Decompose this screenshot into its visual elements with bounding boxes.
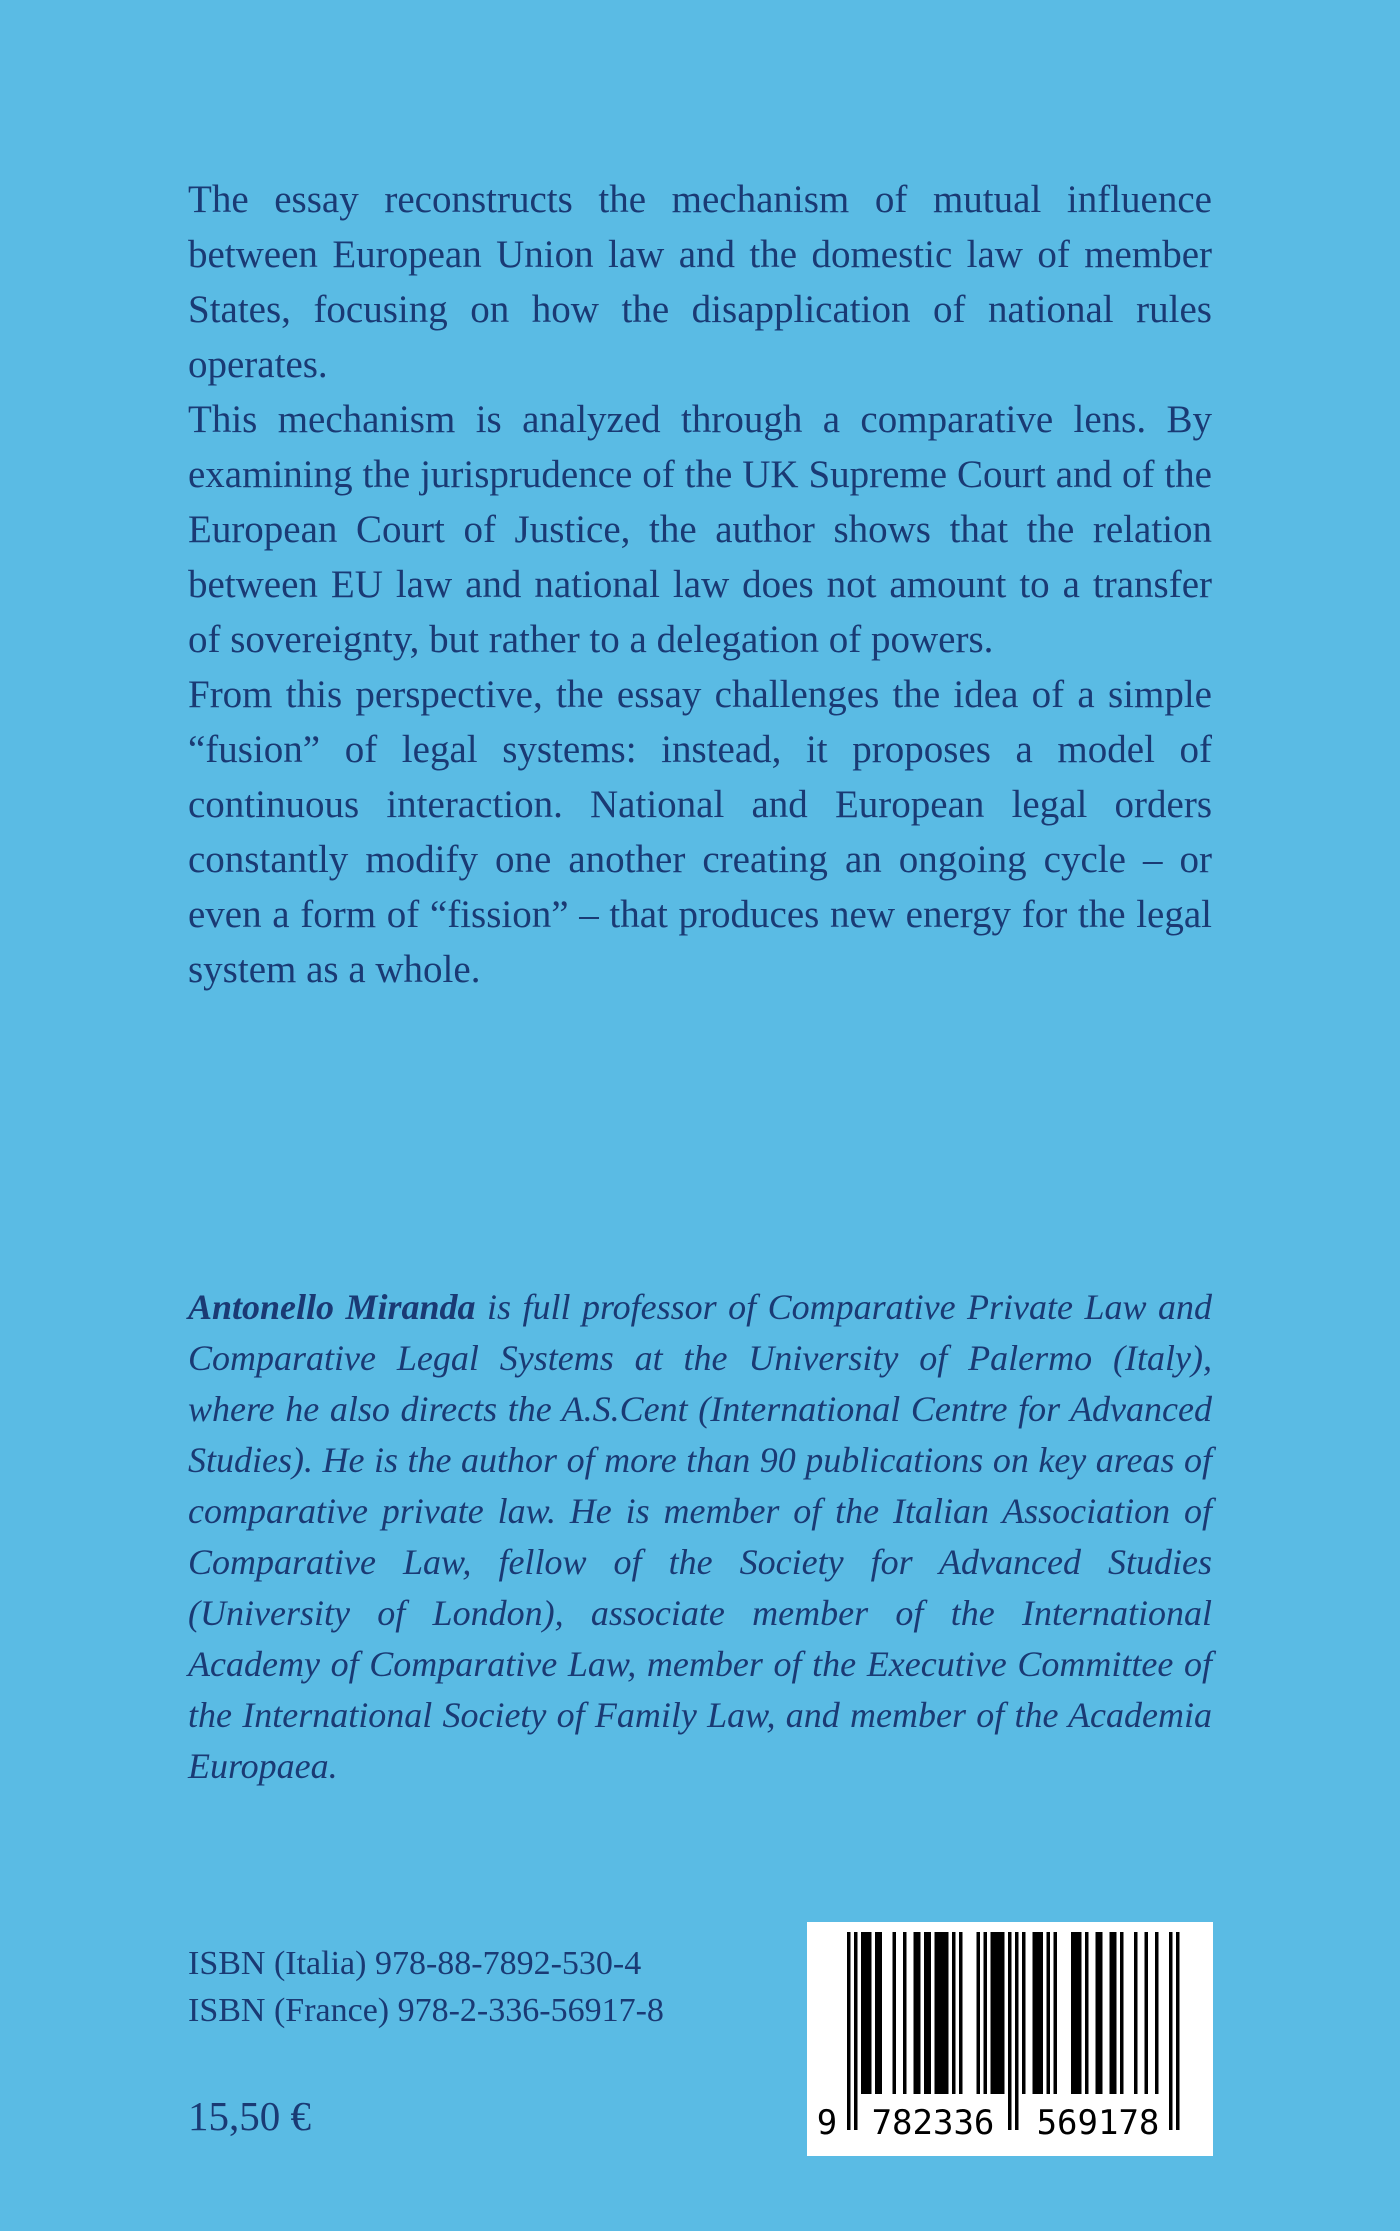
isbn-block [188, 1940, 664, 2034]
synopsis-block [188, 172, 1212, 997]
barcode-digits-right: 569178 [1036, 2103, 1160, 2143]
barcode-bars [847, 1932, 1180, 2130]
isbn-france: ISBN (France) 978-2-336-56917-8 [188, 1992, 664, 2029]
author-name: Antonello Miranda [188, 1287, 476, 1327]
author-bio [188, 1282, 1212, 1792]
barcode-digit-first: 9 [816, 2103, 838, 2143]
isbn-italia: ISBN (Italia) 978-88-7892-530-4 [188, 1945, 642, 1982]
barcode-digits-left: 782336 [871, 2103, 995, 2143]
barcode-panel [807, 1922, 1213, 2156]
synopsis-paragraph: The essay reconstructs the mechanism of mutual influence between European Union law and the domestic law of member States, focusing on how the disapplication of national rules operates. [188, 178, 1212, 386]
author-bio-text: is full professor of Comparative Private Law and Comparative Legal Systems at the University of Palermo (Italy), where he also directs the A.S.Cent (International Centre for Advanced Studies). He is the author of more than 90 publications on key areas of comparative private law. He is member of the Italian Association of Comparative Law, fellow of the Society for Advanced Studies (University of London), associate member of the International Academy of Comparative Law, member of the Executive Committee of the International Society of Family Law, and member of the Academia Europaea. [188, 1287, 1212, 1786]
barcode [807, 1922, 1213, 2156]
synopsis-paragraph: From this perspective, the essay challenges the idea of a simple “fusion” of legal systems: instead, it proposes a model of continuous interaction. National and European legal orders constantly modify one another creating an ongoing cycle – or even a form of “fission” – that produces new energy for the legal system as a whole. [188, 673, 1212, 991]
price-label: 15,50 € [188, 2093, 311, 2139]
synopsis-paragraph: This mechanism is analyzed through a comparative lens. By examining the jurisprudence of the UK Supreme Court and of the European Court of Justice, the author shows that the relation between EU law and national law does not amount to a transfer of sovereignty, but rather to a delegation of powers. [188, 398, 1212, 661]
